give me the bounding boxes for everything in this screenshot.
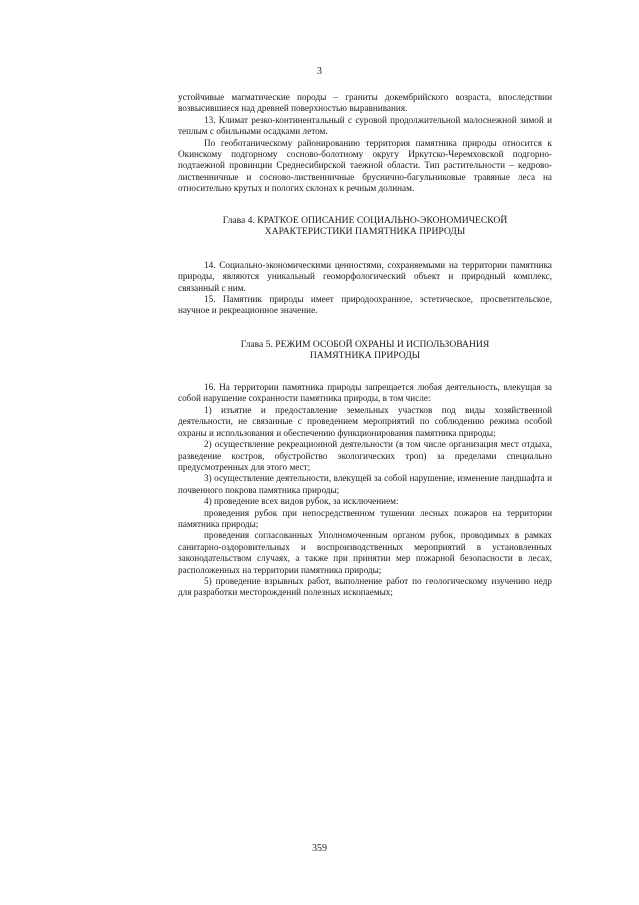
page-number-bottom: 359 <box>312 843 327 854</box>
paragraph-16: 16. На территории памятника природы запрещается любая деятельность, влекущая за собой нарушение сохранности памятника природы, в том числе: <box>178 382 552 404</box>
page-number-top: 3 <box>317 66 322 77</box>
list-item-4-exception-a: проведения рубок при непосредственном тушении лесных пожаров на территории памятника природы; <box>178 507 552 529</box>
chapter-5-title-line1: Глава 5. РЕЖИМ ОСОБОЙ ОХРАНЫ И ИСПОЛЬЗОВАНИЯ <box>240 338 490 350</box>
list-item-4: 4) проведение всех видов рубок, за исключением: <box>204 496 399 507</box>
paragraph-intro-1: устойчивые магматические породы – граниты докембрийского возраста, впоследствии возвысившиеся над древней поверхностью выравнивания. <box>178 92 552 114</box>
list-item-5: 5) проведение взрывных работ, выполнение работ по геологическому изучению недр для разработки месторождений полезных ископаемых; <box>178 575 552 598</box>
chapter-4-title-line1: Глава 4. КРАТКОЕ ОПИСАНИЕ СОЦИАЛЬНО-ЭКОНОМИЧЕСКОЙ <box>222 214 508 226</box>
paragraph-15: 15. Памятник природы имеет природоохранное, эстетическое, просветительское, научное и рекреационное значение. <box>178 294 552 316</box>
document-body <box>178 92 552 599</box>
chapter-5-heading <box>178 339 552 362</box>
list-item-2: 2) осуществление рекреационной деятельности (в том числе организация мест отдыха, разведение костров, обустройство экологических троп) за пределами специально предусмотренных для этого мест; <box>178 439 552 472</box>
paragraph-13: 13. Климат резко-континентальный с суровой продолжительной малоснежной зимой и теплым с обильными осадками летом. <box>178 114 552 137</box>
paragraph-geobotany: По геоботаническому районированию территория памятника природы относится к Окинскому подгорному сосново-болотному округу Иркутско-Черемховской подгорно-подтаежной провинции Среднесибирской таежной области. Тип растительности – кедрово-лиственничные и сосново-лиственничные бруснично-багульниковые травяные леса на относительно крутых и пологих склонах к речным долинам. <box>178 137 552 194</box>
chapter-4-title-line2: ХАРАКТЕРИСТИКИ ПАМЯТНИКА ПРИРОДЫ <box>264 226 466 238</box>
chapter-4-heading <box>178 215 552 238</box>
list-item-4-exception-b: проведения согласованных Уполномоченным органом рубок, проводимых в рамках санитарно-оздоровительных и воспроизводственных мероприятий в установленных законодательством случаях, а также при принятии мер пожарной безопасности в лесах, расположенных на территории памятника природы; <box>178 530 552 575</box>
paragraph-14: 14. Социально-экономическими ценностями, сохраняемыми на территории памятника природы, являются уникальный геоморфологический объект и природный комплекс, связанный с ним. <box>178 259 552 293</box>
chapter-5-title-line2: ПАМЯТНИКА ПРИРОДЫ <box>309 350 421 362</box>
list-item-1: 1) изъятие и предоставление земельных участков под виды хозяйственной деятельности, не связанные с проведением мероприятий по соблюдению режима особой охраны и использования и обеспечению функционирования памятника природы; <box>178 404 552 438</box>
list-item-3: 3) осуществление деятельности, влекущей за собой нарушение, изменение ландшафта и почвенного покрова памятника природы; <box>178 473 552 495</box>
